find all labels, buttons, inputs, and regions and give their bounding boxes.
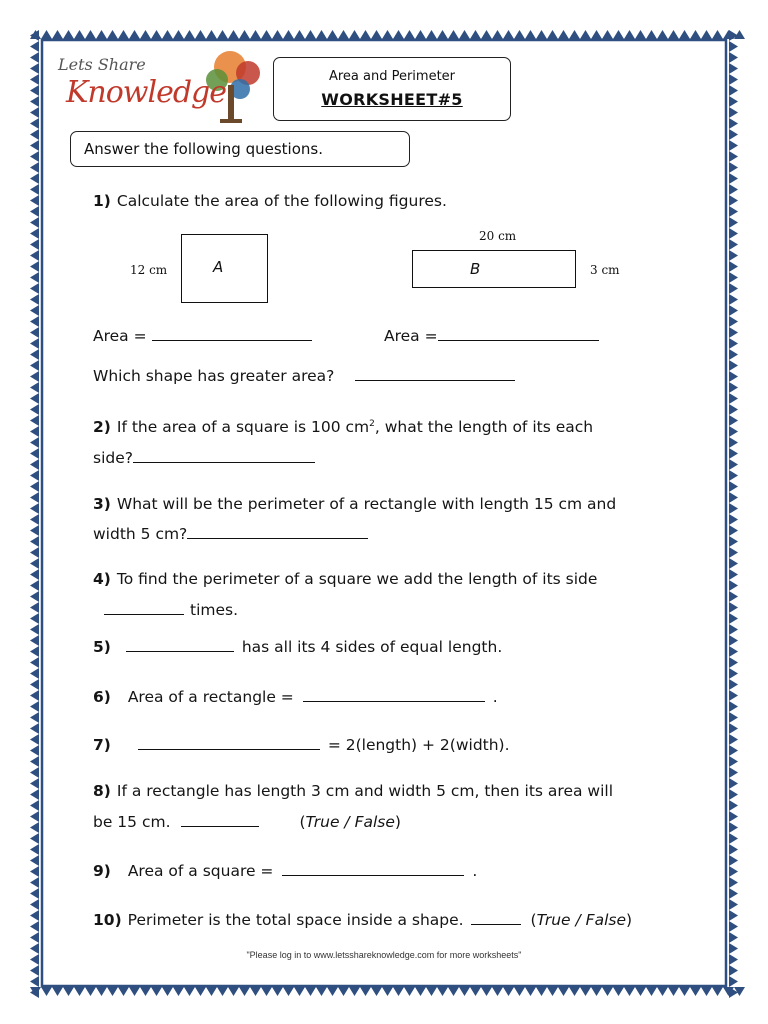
question-8-cont [93, 810, 401, 831]
paren-close: ) [394, 813, 401, 831]
question-text: = 2(length) + 2(width). [327, 736, 510, 754]
question-3 [93, 495, 616, 513]
shape-b [412, 250, 576, 288]
paren-open: ( [299, 813, 306, 831]
question-6 [93, 685, 498, 706]
question-text: has all its 4 sides of equal length. [241, 638, 503, 656]
question-number: 2) [93, 418, 111, 436]
true-false-choice: True / False [536, 911, 626, 929]
answer-blank[interactable] [181, 810, 259, 827]
question-1 [93, 192, 447, 210]
logo-line1: Lets Share [58, 55, 146, 74]
answer-blank[interactable] [152, 324, 312, 341]
question-number: 8) [93, 782, 111, 800]
shape-b-top-label: 20 cm [479, 229, 517, 243]
shape-b-side-label: 3 cm [590, 263, 620, 277]
compare-line [93, 364, 515, 385]
answer-blank[interactable] [438, 324, 599, 341]
true-false-choice: True / False [305, 813, 395, 831]
question-number: 3) [93, 495, 111, 513]
paren-close: ) [626, 911, 633, 929]
question-text: What will be the perimeter of a rectangle with length 15 cm and [116, 495, 617, 513]
question-text: be 15 cm. [93, 813, 171, 831]
question-number: 9) [93, 862, 111, 880]
question-text: width 5 cm? [93, 525, 188, 543]
superscript: 2 [369, 418, 375, 429]
question-4-cont [104, 598, 238, 619]
question-text: times. [190, 601, 239, 619]
question-text: To find the perimeter of a square we add the length of its side [116, 570, 598, 588]
question-10 [93, 908, 632, 929]
question-text: If the area of a square is 100 cm [116, 418, 370, 436]
question-number: 10) [93, 911, 122, 929]
answer-blank[interactable] [104, 598, 184, 615]
title-box [273, 57, 511, 121]
question-4 [93, 570, 597, 588]
question-2 [93, 418, 593, 436]
question-2-cont [93, 446, 315, 467]
shape-b-label: B [470, 260, 481, 278]
question-text: , what the length of its each [374, 418, 594, 436]
question-8 [93, 782, 613, 800]
area-b-line [384, 324, 599, 345]
question-text: Area of a rectangle = [127, 688, 294, 706]
logo-line2: Knowledge [66, 75, 226, 110]
shape-a-label: A [213, 258, 224, 276]
area-label: Area = [93, 327, 147, 345]
worksheet-title: WORKSHEET#5 [321, 90, 463, 109]
answer-blank[interactable] [187, 522, 368, 539]
question-text: Perimeter is the total space inside a shape. [127, 911, 464, 929]
compare-text: Which shape has greater area? [93, 367, 335, 385]
question-number: 6) [93, 688, 111, 706]
sentence-end: . [492, 688, 498, 706]
logo [52, 45, 262, 130]
question-text: Calculate the area of the following figures. [116, 192, 447, 210]
question-number: 5) [93, 638, 111, 656]
answer-blank[interactable] [126, 635, 234, 652]
footer-note: "Please log in to www.letsshareknowledge.com for more worksheets" [246, 950, 522, 960]
answer-blank[interactable] [471, 908, 521, 925]
shape-a [181, 234, 268, 303]
question-text: Area of a square = [127, 862, 274, 880]
worksheet-subtitle: Area and Perimeter [328, 69, 456, 84]
instruction-text: Answer the following questions. [84, 140, 323, 158]
answer-blank[interactable] [133, 446, 315, 463]
answer-blank[interactable] [303, 685, 485, 702]
paren-open: ( [530, 911, 537, 929]
question-number: 1) [93, 192, 111, 210]
sentence-end: . [472, 862, 478, 880]
instruction-box [70, 131, 410, 167]
answer-blank[interactable] [282, 859, 464, 876]
area-label: Area = [384, 327, 438, 345]
question-5 [93, 635, 502, 656]
answer-blank[interactable] [355, 364, 515, 381]
area-a-line [93, 324, 312, 345]
question-7 [93, 733, 510, 754]
question-number: 7) [93, 736, 111, 754]
question-3-cont [93, 522, 368, 543]
shape-a-side-label: 12 cm [130, 263, 168, 277]
question-number: 4) [93, 570, 111, 588]
answer-blank[interactable] [138, 733, 320, 750]
question-text: If a rectangle has length 3 cm and width 5 cm, then its area will [116, 782, 614, 800]
question-text: side? [93, 449, 133, 467]
question-9 [93, 859, 477, 880]
